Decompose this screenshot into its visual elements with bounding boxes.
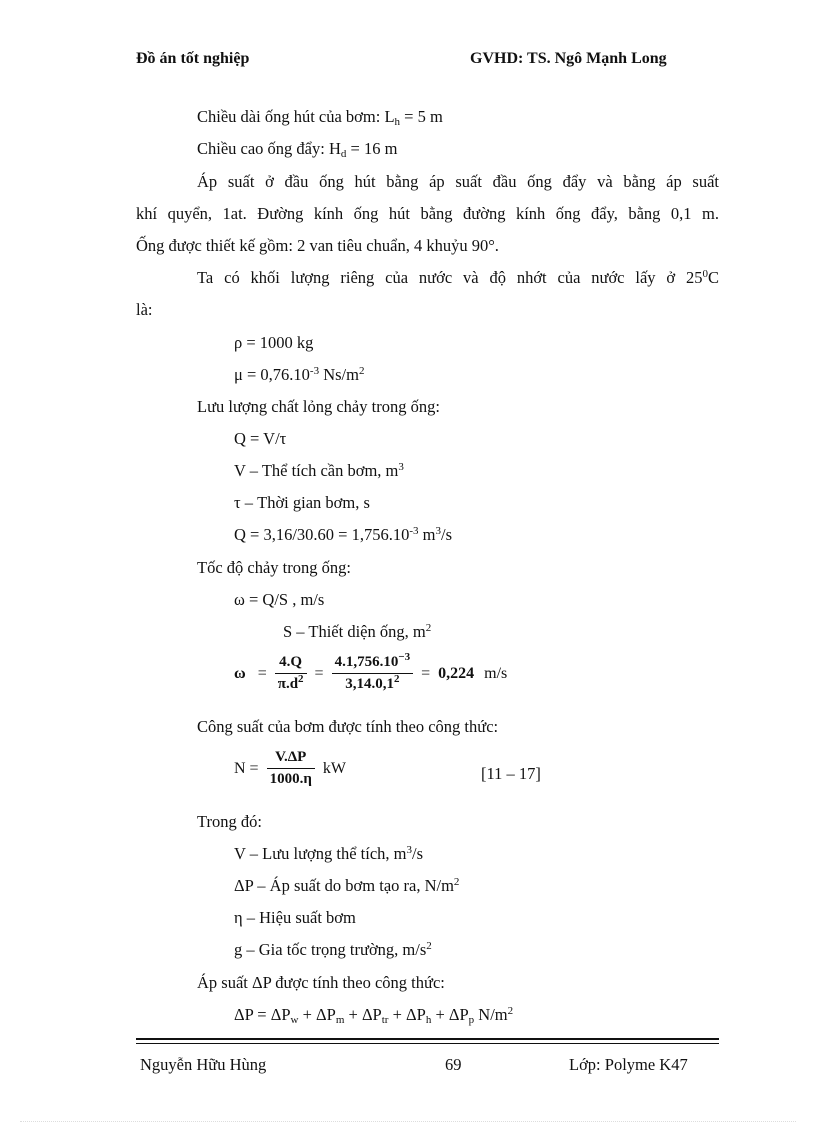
paragraph-density-line1: Ta có khối lượng riêng của nước và độ nhớt của nước lấy ở $25^0C$ [197, 268, 719, 287]
page-edge [20, 1121, 796, 1122]
cross-section-definition: S – Thiết diện ống, $m^2$ [283, 622, 432, 641]
flow-rate-value: $Q = 3,16/30.60 = 1,756.10^{-3}$ $m^3/s$ [234, 525, 453, 544]
flow-rate-title: Lưu lượng chất lỏng chảy trong ống: [197, 397, 440, 416]
power-formula: N = $\frac{V.\Delta P}{1000.\eta}$ kW [234, 749, 346, 787]
flow-rate-definition: Q = V/τ [234, 429, 287, 448]
footer-rule-thin [136, 1043, 719, 1044]
discharge-height-line: Chiều cao ống đẩy: $H_d = 16$ m [197, 139, 398, 160]
paragraph-pressure-line1: Áp suất ở đầu ống hút bằng áp suất đầu ống đẩy và bằng áp suất [197, 172, 719, 191]
power-title: Công suất của bơm được tính theo công thức: [197, 717, 499, 736]
paragraph-density-line2: là: [136, 300, 153, 319]
where-pressure: ΔP – Áp suất do bơm tạo ra, $N/m^2$ [234, 876, 460, 895]
suction-length-line: Chiều dài ống hút của bơm: $L_h = 5$ m [197, 107, 443, 128]
speed-definition: ω = Q/S , m/s [234, 590, 325, 609]
where-volume-flow: V – Lưu lượng thể tích, $m^3/s$ [234, 844, 424, 863]
footer-class: Lớp: Polyme K47 [569, 1055, 688, 1074]
speed-title: Tốc độ chảy trong ống: [197, 558, 351, 577]
where-label: Trong đó: [197, 812, 262, 831]
power-formula-reference: [11 – 17] [481, 764, 541, 783]
header-title: Đồ án tốt nghiệp [136, 50, 250, 67]
where-efficiency: η – Hiệu suất bơm [234, 908, 356, 927]
viscosity-value: $\mu = 0,76.10^{-3}$ $Ns/m^2$ [234, 365, 365, 384]
volume-definition: V – Thể tích cần bơm, $m^3$ [234, 461, 404, 480]
pressure-title: Áp suất ΔP được tính theo công thức: [197, 973, 445, 992]
time-definition: τ – Thời gian bơm, s [234, 493, 370, 512]
footer-page-number: 69 [445, 1055, 462, 1074]
paragraph-pressure-line3: Ống được thiết kế gồm: 2 van tiêu chuẩn, 4 khuỷu 90°. [136, 236, 499, 255]
paragraph-pressure-line2: khí quyển, 1at. Đường kính ống hút bằng đường kính ống đẩy, bằng 0,1 m. [136, 204, 719, 223]
header-supervisor: GVHD: TS. Ngô Mạnh Long [470, 50, 667, 67]
where-gravity: g – Gia tốc trọng trường, $m/s^2$ [234, 940, 432, 959]
pressure-formula: $\Delta P = \Delta P_w + \Delta P_m + \Delta P_{tr} + \Delta P_h + \Delta P_p$ $N/m^2$ [234, 1005, 514, 1026]
footer-author: Nguyễn Hữu Hùng [140, 1055, 267, 1074]
density-value: ρ = 1000 kg [234, 333, 314, 352]
footer-rule-thick [136, 1038, 719, 1040]
velocity-formula: ω = $\frac{4.Q}{\pi.d^2}$ = $\frac{4.1,756.10^{-3}}{3,14.0,1^2}$ = 0,224 m/s [234, 651, 508, 692]
